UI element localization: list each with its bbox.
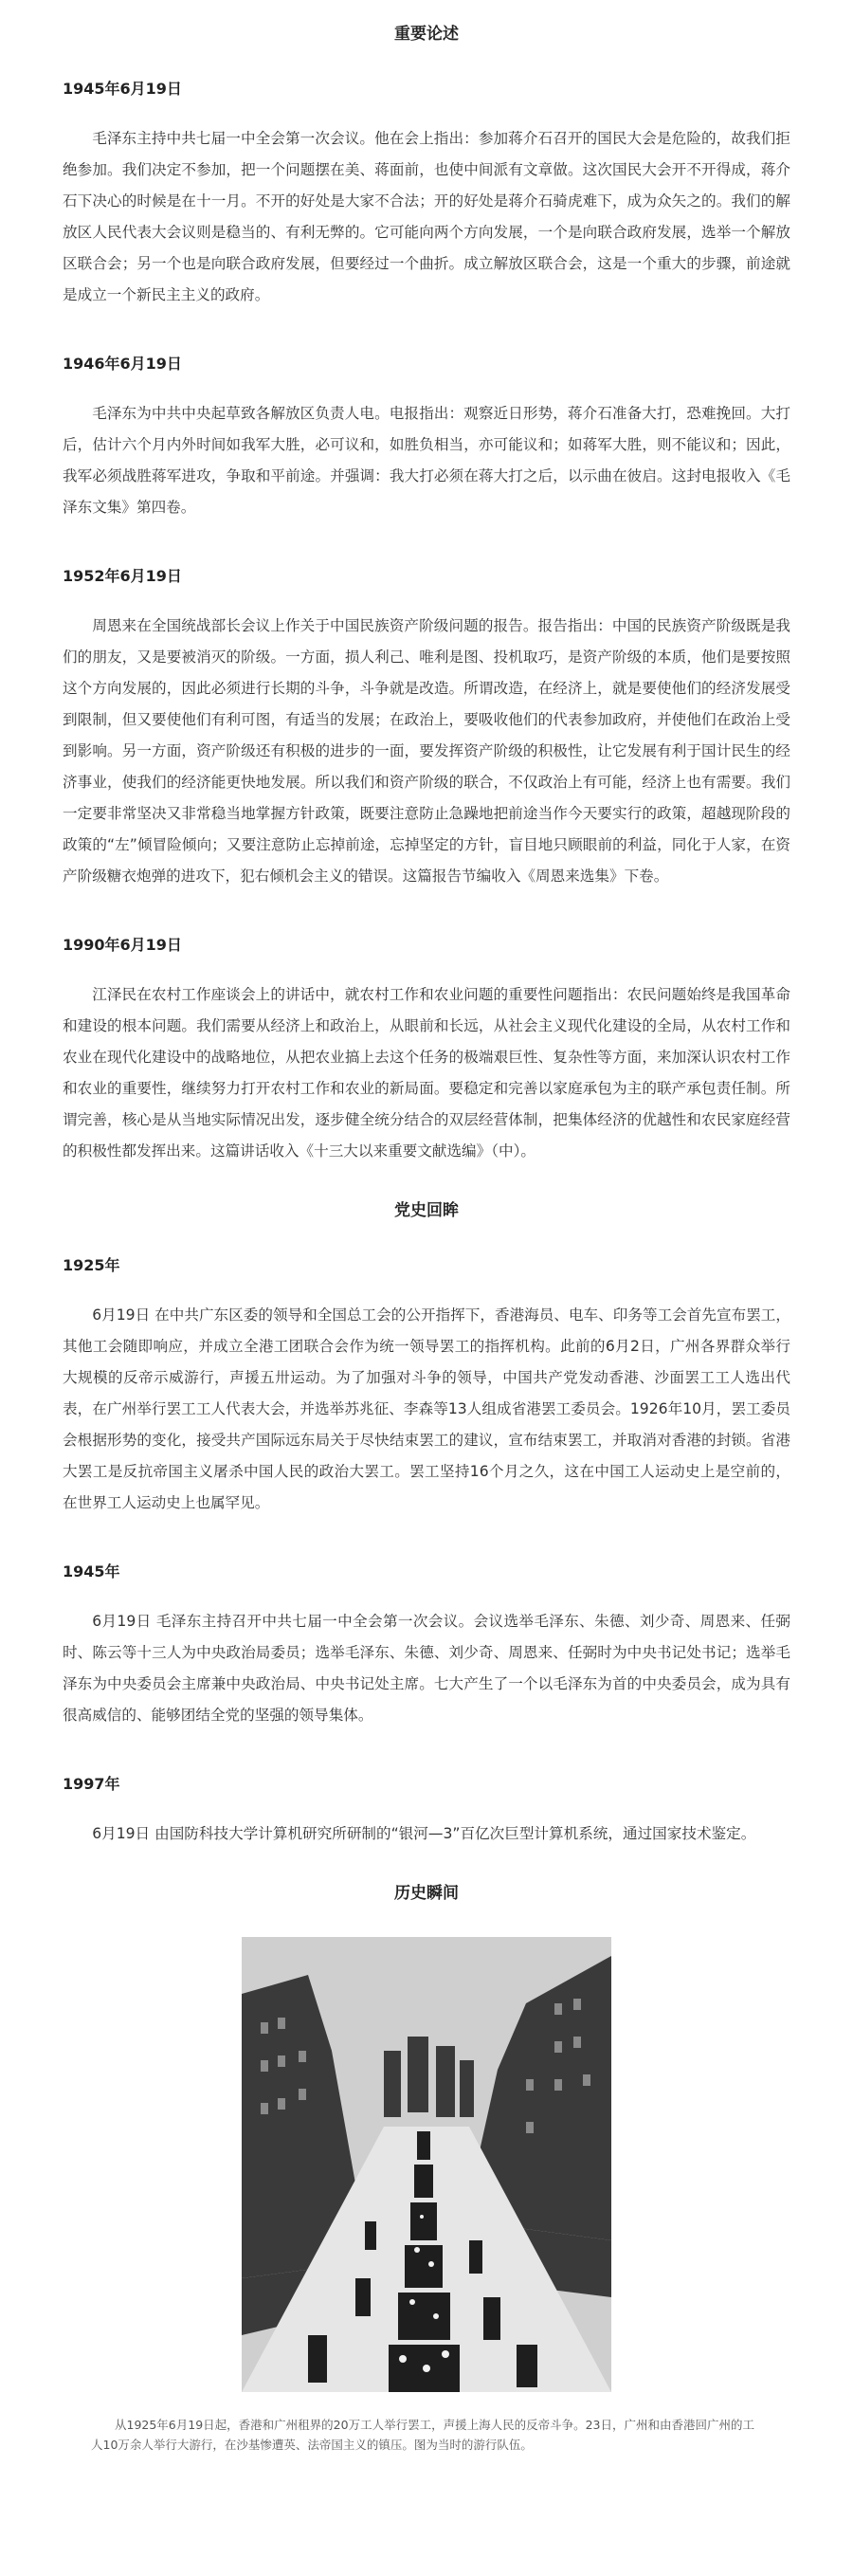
important-entry — [63, 78, 790, 311]
important-entry — [63, 565, 790, 892]
section-title-moment: 历史瞬间 — [394, 1884, 459, 1903]
section-title-party-history: 党史回眸 — [394, 1201, 459, 1220]
history-entry — [63, 1773, 790, 1850]
section-title-important: 重要论述 — [394, 25, 459, 44]
entry-date: 1997年 — [63, 1775, 120, 1793]
history-entry — [63, 1561, 790, 1731]
entry-date: 1952年6月19日 — [63, 567, 182, 585]
entry-date: 1990年6月19日 — [63, 936, 182, 954]
entry-text: 周恩来在全国统战部长会议上作关于中国民族资产阶级问题的报告。报告指出：中国的民族资产阶级既是我们的朋友，又是要被消灭的阶级。一方面，损人利己、唯利是图、投机取巧，是资产阶级的本质，他们是要按照这个方向发展的，因此必须进行长期的斗争，斗争就是改造。所谓改造，在经济上，就是要使他们的经济发展受到限制，但又要使他们有利可图，有适当的发展；在政治上，要吸收他们的代表参加政府，并使他们在政治上受到影响。另一方面，资产阶级还有积极的进步的一面，要发挥资产阶级的积极性，让它发展有利于国计民生的经济事业，使我们的经济能更快地发展。所以我们和资产阶级的联合，不仅政治上有可能，经济上也有需要。我们一定要非常坚决又非常稳当地掌握方针政策，既要注意防止急躁地把前途当作今天要实行的政策，超越现阶段的政策的“左”倾冒险倾向；又要注意防止忘掉前途，忘掉坚定的方针，盲目地只顾眼前的利益，同化于人家，在资产阶级糖衣炮弹的进攻下，犯右倾机会主义的错误。这篇报告节编收入《周恩来选集》下卷。 — [63, 617, 790, 885]
entry-text: 6月19日 毛泽东主持召开中共七届一中全会第一次会议。会议选举毛泽东、朱德、刘少奇、周恩来、任弼时、陈云等十三人为中央政治局委员；选举毛泽东、朱德、刘少奇、周恩来、任弼时为中央书记处书记；选举毛泽东为中央委员会主席兼中央政治局、中央书记处主席。七大产生了一个以毛泽东为首的中央委员会，成为具有很高威信的、能够团结全党的坚强的领导集体。 — [63, 1613, 790, 1724]
entry-date: 1945年 — [63, 1562, 120, 1580]
entry-text: 毛泽东为中共中央起草致各解放区负责人电。电报指出：观察近日形势，蒋介石准备大打，恐难挽回。大打后，估计六个月内外时间如我军大胜，必可议和，如胜负相当，亦可能议和；如蒋军大胜，则不能议和；因此，我军必须战胜蒋军进攻，争取和平前途。并强调：我大打必须在蒋大打之后，以示曲在彼启。这封电报收入《毛泽东文集》第四卷。 — [63, 405, 790, 516]
photo-caption: 从1925年6月19日起，香港和广州租界的20万工人举行罢工，声援上海人民的反帝斗争。23日，广州和由香港回广州的工人10万余人举行大游行，在沙基惨遭英、法帝国主义的镇压。图为当时的游行队伍。 — [91, 2418, 754, 2452]
entry-text: 毛泽东主持中共七届一中全会第一次会议。他在会上指出：参加蒋介石召开的国民大会是危险的，故我们拒绝参加。我们决定不参加，把一个问题摆在美、蒋面前，也使中间派有文章做。这次国民大会开不开得成，蒋介石下决心的时候是在十一月。不开的好处是大家不合法；开的好处是蒋介石骑虎难下，成为众矢之的。我们的解放区人民代表大会议则是稳当的、有利无弊的。它可能向两个方向发展，一个是向联合政府发展，选举一个解放区联合会；另一个也是向联合政府发展，但要经过一个曲折。成立解放区联合会，这是一个重大的步骤，前途就是成立一个新民主主义的政府。 — [63, 130, 790, 303]
history-entry — [63, 1254, 790, 1519]
entry-text: 6月19日 由国防科技大学计算机研究所研制的“银河—3”百亿次巨型计算机系统，通过国家技术鉴定。 — [92, 1825, 756, 1842]
entry-date: 1945年6月19日 — [63, 80, 182, 98]
important-entry — [63, 353, 790, 523]
entry-text: 6月19日 在中共广东区委的领导和全国总工会的公开指挥下，香港海员、电车、印务等工会首先宣布罢工，其他工会随即响应，并成立全港工团联合会作为统一领导罢工的指挥机构。此前的6月2日，广州各界群众举行大规模的反帝示威游行，声援五卅运动。为了加强对斗争的领导，中国共产党发动香港、沙面罢工工人选出代表，在广州举行罢工工人代表大会，并选举苏兆征、李森等13人组成省港罢工委员会。1926年10月，罢工委员会根据形势的变化，接受共产国际远东局关于尽快结束罢工的建议，宣布结束罢工，并取消对香港的封锁。省港大罢工是反抗帝国主义屠杀中国人民的政治大罢工。罢工坚持16个月之久，这在中国工人运动史上是空前的，在世界工人运动史上也属罕见。 — [63, 1306, 790, 1511]
entry-date: 1925年 — [63, 1256, 120, 1274]
entry-text: 江泽民在农村工作座谈会上的讲话中，就农村工作和农业问题的重要性问题指出：农民问题始终是我国革命和建设的根本问题。我们需要从经济上和政治上，从眼前和长远，从社会主义现代化建设的全局，从农村工作和农业在现代化建设中的战略地位，从把农业搞上去这个任务的极端艰巨性、复杂性等方面，来加深认识农村工作和农业的重要性，继续努力打开农村工作和农业的新局面。要稳定和完善以家庭承包为主的联产承包责任制。所谓完善，核心是从当地实际情况出发，逐步健全统分结合的双层经营体制，把集体经济的优越性和农民家庭经营的积极性都发挥出来。这篇讲话收入《十三大以来重要文献选编》（中）。 — [63, 986, 790, 1160]
entry-date: 1946年6月19日 — [63, 355, 182, 373]
important-entry — [63, 934, 790, 1167]
historical-photo — [242, 1937, 611, 2392]
